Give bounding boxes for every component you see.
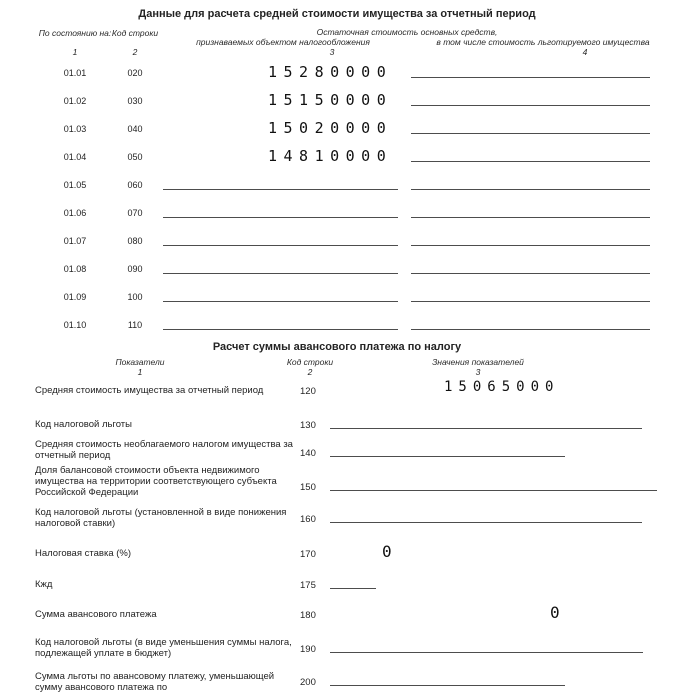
table-row	[0, 264, 674, 278]
blank-value-line	[411, 245, 650, 246]
table-row	[0, 180, 674, 194]
date-cell: 01.08	[63, 264, 87, 274]
column-header-code: Код строки	[111, 28, 159, 38]
blank-value-line	[163, 301, 398, 302]
row-label: Кжд	[35, 579, 53, 590]
code-cell: 090	[127, 264, 143, 274]
row-label: Налоговая ставка (%)	[35, 548, 132, 559]
date-cell: 01.05	[63, 180, 87, 190]
column-number-4: 4	[582, 47, 588, 57]
blank-value-line	[330, 456, 565, 457]
value-cell: 14810000	[268, 147, 393, 165]
blank-value-line	[330, 588, 376, 589]
row-value: 0	[382, 542, 392, 561]
table-row	[0, 63, 674, 82]
row-value: 0	[550, 603, 560, 622]
table-row	[0, 236, 674, 250]
date-cell: 01.02	[63, 96, 87, 106]
table-row	[0, 320, 674, 334]
code-cell: 070	[127, 208, 143, 218]
blank-value-line	[330, 685, 565, 686]
row-value: 15065000	[444, 379, 560, 395]
row-code: 120	[300, 386, 316, 397]
blank-value-line	[163, 189, 398, 190]
table-row	[0, 119, 674, 138]
date-cell: 01.01	[63, 68, 87, 78]
table-row	[0, 147, 674, 166]
section1-title: Данные для расчета средней стоимости имущества за отчетный период	[138, 8, 536, 20]
column-number-2: 2	[132, 47, 138, 57]
blank-value-line	[330, 490, 657, 491]
blank-value-line	[411, 133, 650, 134]
blank-value-line	[411, 105, 650, 106]
code-cell: 030	[127, 96, 143, 106]
column-number-1: 1	[137, 367, 143, 377]
row-code: 180	[300, 610, 316, 621]
row-code: 175	[300, 580, 316, 591]
row-label: Средняя стоимость имущества за отчетный период	[35, 385, 264, 396]
date-cell: 01.06	[63, 208, 87, 218]
date-cell: 01.09	[63, 292, 87, 302]
column-header-indicators: Показатели	[115, 357, 165, 367]
row-label: Код налоговой льготы	[35, 419, 132, 430]
value-cell: 15150000	[268, 91, 393, 109]
column-number-3: 3	[475, 367, 481, 377]
row-code: 170	[300, 549, 316, 560]
column-header-line-code: Код строки	[286, 357, 334, 367]
blank-value-line	[163, 245, 398, 246]
row-code: 190	[300, 644, 316, 655]
row-code: 200	[300, 677, 316, 688]
column-number-3: 3	[329, 47, 335, 57]
blank-value-line	[411, 329, 650, 330]
date-cell: 01.03	[63, 124, 87, 134]
table-row	[0, 208, 674, 222]
column-number-1: 1	[72, 47, 78, 57]
code-cell: 100	[127, 292, 143, 302]
value-cell: 15280000	[268, 63, 393, 81]
row-code: 160	[300, 514, 316, 525]
blank-value-line	[411, 189, 650, 190]
date-cell: 01.07	[63, 236, 87, 246]
row-label: Доля балансовой стоимости объекта недвижимого имущества на территории соответствующего субъекта Российской Федерации	[35, 465, 277, 498]
row-code: 140	[300, 448, 316, 459]
blank-value-line	[411, 77, 650, 78]
blank-value-line	[163, 273, 398, 274]
code-cell: 040	[127, 124, 143, 134]
column-header-date: По состоянию на:	[38, 28, 112, 38]
column-header-taxable-objects: признаваемых объектом налогообложения	[196, 37, 370, 47]
blank-value-line	[411, 217, 650, 218]
row-code: 150	[300, 482, 316, 493]
row-label: Код налоговой льготы (в виде уменьшения суммы налога, подлежащей уплате в бюджет)	[35, 637, 292, 659]
column-header-residual-value: Остаточная стоимость основных средств,	[316, 27, 498, 37]
row-label: Средняя стоимость необлагаемого налогом имущества за отчетный период	[35, 439, 293, 461]
date-cell: 01.10	[63, 320, 87, 330]
column-header-indicator-values: Значения показателей	[432, 357, 524, 367]
row-code: 130	[300, 420, 316, 431]
blank-value-line	[163, 217, 398, 218]
code-cell: 060	[127, 180, 143, 190]
date-cell: 01.04	[63, 152, 87, 162]
table-row	[0, 91, 674, 110]
code-cell: 020	[127, 68, 143, 78]
blank-value-line	[330, 428, 642, 429]
section2-title: Расчет суммы авансового платежа по налогу	[212, 341, 462, 353]
row-label: Сумма авансового платежа	[35, 609, 157, 620]
code-cell: 050	[127, 152, 143, 162]
column-number-2: 2	[307, 367, 313, 377]
value-cell: 15020000	[268, 119, 393, 137]
row-label: Сумма льготы по авансовому платежу, уменьшающей сумму авансового платежа по	[35, 671, 275, 693]
blank-value-line	[411, 273, 650, 274]
blank-value-line	[411, 301, 650, 302]
blank-value-line	[330, 522, 642, 523]
code-cell: 080	[127, 236, 143, 246]
table-row	[0, 292, 674, 306]
blank-value-line	[163, 329, 398, 330]
code-cell: 110	[127, 320, 143, 330]
blank-value-line	[330, 652, 643, 653]
row-label: Код налоговой льготы (установленной в виде понижения налоговой ставки)	[35, 507, 287, 529]
blank-value-line	[411, 161, 650, 162]
column-header-exempt-property: в том числе стоимость льготируемого имущества	[436, 37, 650, 47]
